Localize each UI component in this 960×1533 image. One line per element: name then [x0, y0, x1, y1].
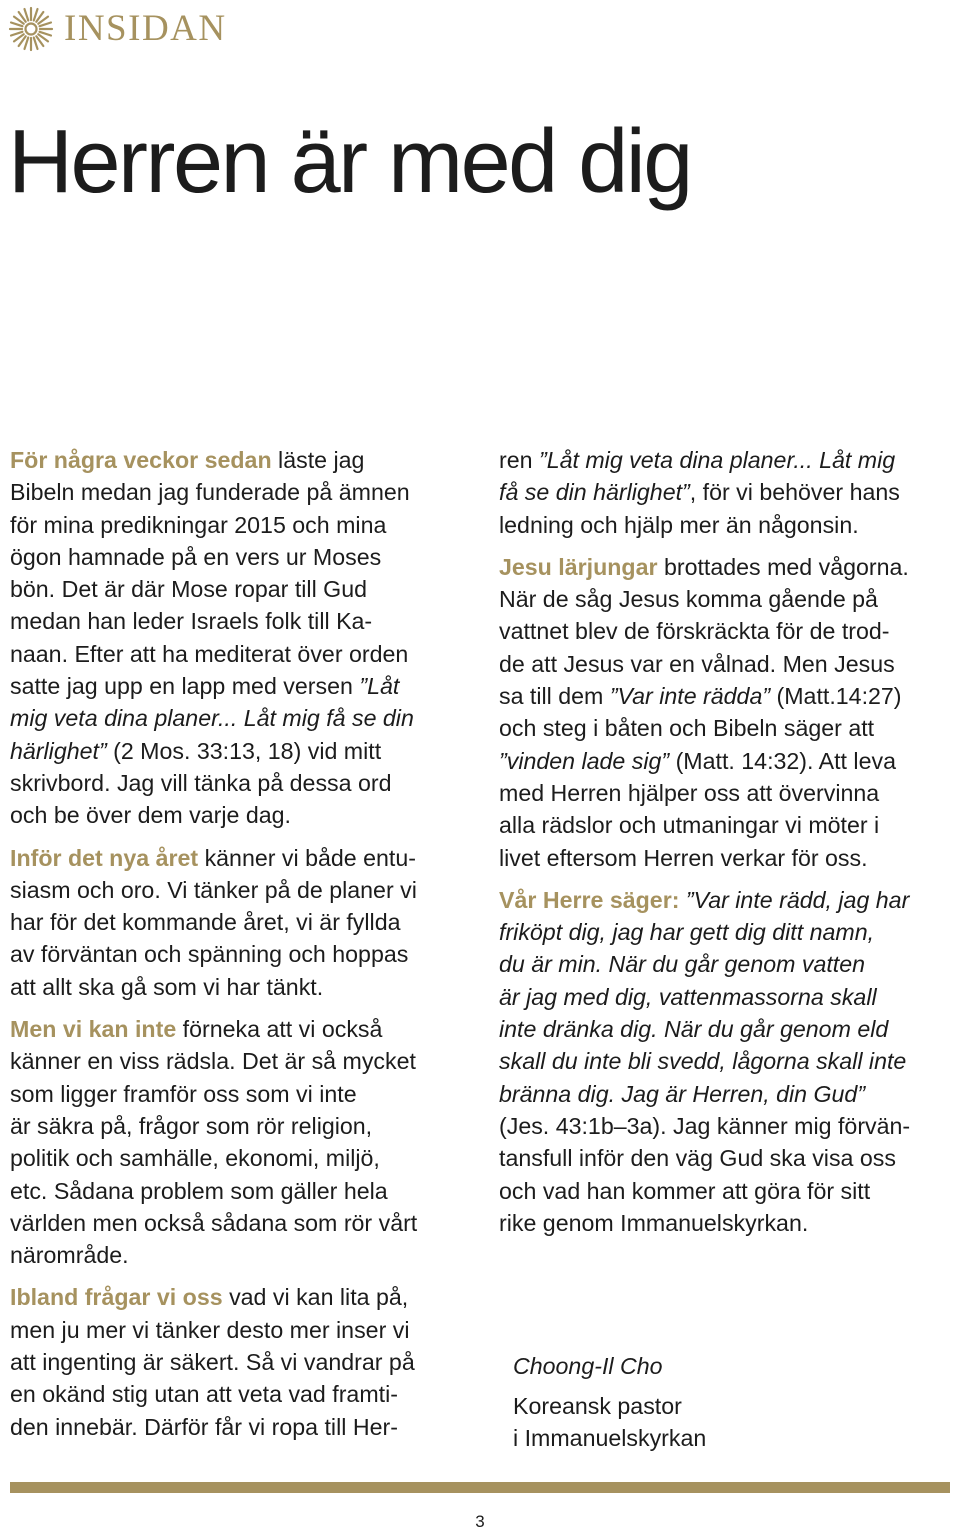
text-line	[499, 509, 954, 541]
body-text: de att Jesus var en vålnad. Men Jesus	[499, 650, 895, 677]
body-text: en okänd stig utan att veta vad framti-	[10, 1381, 398, 1408]
paragraph	[10, 444, 465, 832]
logo-ray	[11, 32, 22, 36]
text-line	[499, 948, 954, 980]
paragraph	[499, 884, 954, 1239]
quote-text: du är min. När du går genom vatten	[499, 951, 866, 978]
text-line	[10, 573, 465, 605]
quote-text: bränna dig. Jag är Herren, din Gud”	[499, 1080, 866, 1107]
body-text: Bibeln medan jag funderade på ämnen	[10, 479, 410, 506]
quote-text: ”Var inte rädda”	[609, 683, 771, 710]
body-text: förneka att vi också	[176, 1016, 383, 1043]
text-line	[10, 476, 465, 508]
body-text: närområde.	[10, 1242, 129, 1269]
page-number: 3	[475, 1512, 485, 1531]
body-text: siasm och oro. Vi tänker på de planer vi	[10, 876, 417, 903]
paragraph	[10, 842, 465, 1003]
text-line	[499, 712, 954, 744]
text-line	[499, 1142, 954, 1174]
body-text: ögon hamnade på en vers ur Moses	[10, 543, 382, 570]
body-text: världen men också sådana som rör vårt	[10, 1209, 418, 1236]
body-text: den innebär. Därför får vi ropa till Her-	[10, 1413, 398, 1440]
text-line	[10, 638, 465, 670]
text-line	[499, 1078, 954, 1110]
text-line	[10, 1239, 465, 1271]
right-column	[499, 444, 954, 1249]
body-text: känner vi både entu-	[198, 844, 416, 871]
text-line	[499, 842, 954, 874]
text-line	[10, 702, 465, 734]
logo-ray	[34, 38, 38, 49]
body-text: (Matt.14:27)	[770, 683, 902, 710]
text-line	[10, 605, 465, 637]
article-title: Herren är med dig	[8, 112, 691, 212]
text-line	[10, 735, 465, 767]
logo-ray	[25, 38, 29, 49]
paragraph-lead-in: Jesu lärjungar	[499, 553, 658, 580]
paragraph-lead-in: Vår Herre säger:	[499, 886, 680, 913]
logo-ray	[34, 9, 38, 20]
text-line	[10, 906, 465, 938]
text-line	[10, 541, 465, 573]
text-line	[499, 916, 954, 948]
footer-rule	[10, 1482, 950, 1493]
body-text: och steg i båten och Bibeln säger att	[499, 715, 875, 742]
author-role: Koreansk pastor	[513, 1393, 682, 1419]
quote-text: ”Var inte rädd, jag har	[679, 886, 910, 913]
text-line	[10, 1110, 465, 1142]
paragraph	[499, 444, 954, 541]
quote-text: skall du inte bli svedd, lågorna skall inte	[499, 1048, 907, 1075]
text-line	[499, 884, 954, 916]
logo-ray	[25, 9, 29, 20]
body-text: och be över dem varje dag.	[10, 802, 291, 829]
text-line	[10, 1346, 465, 1378]
text-line	[10, 971, 465, 1003]
body-text: , för vi behöver hans	[689, 479, 900, 506]
body-text: (Jes. 43:1b–3a). Jag känner mig förvän-	[499, 1112, 911, 1139]
body-text: sa till dem	[499, 683, 610, 710]
text-line	[10, 444, 465, 476]
body-text: och vad han kommer att göra för sitt	[499, 1177, 871, 1204]
body-text: bön. Det är där Mose ropar till Gud	[10, 576, 367, 603]
text-line	[10, 670, 465, 702]
body-text: brottades med vågorna.	[657, 553, 909, 580]
text-line	[499, 1013, 954, 1045]
text-line	[10, 874, 465, 906]
text-line	[499, 1110, 954, 1142]
body-text: alla rädslor och utmaningar vi möter i	[499, 812, 880, 839]
paragraph-lead-in: För några veckor sedan	[10, 447, 272, 473]
quote-text: ”Låt	[359, 673, 400, 700]
text-line	[10, 799, 465, 831]
body-text: medan han leder Israels folk till Ka-	[10, 608, 373, 635]
text-line	[499, 1175, 954, 1207]
body-text: läste jag	[271, 447, 365, 473]
text-line	[10, 509, 465, 541]
text-line	[499, 745, 954, 777]
text-line	[10, 1078, 465, 1110]
paragraph-lead-in: Inför det nya året	[10, 844, 199, 871]
text-line	[499, 551, 954, 583]
body-text: som ligger framför oss som vi inte	[10, 1080, 357, 1107]
text-line	[499, 1045, 954, 1077]
signature	[513, 1350, 706, 1454]
paragraph	[10, 1013, 465, 1271]
text-line	[10, 1013, 465, 1045]
body-text: livet eftersom Herren verkar för oss.	[499, 844, 868, 871]
body-text: (2 Mos. 33:13, 18) vid mitt	[106, 737, 382, 764]
text-line	[10, 1314, 465, 1346]
body-text: har för det kommande året, vi är fyllda	[10, 909, 401, 936]
text-line	[499, 444, 954, 476]
body-text: att allt ska gå som vi har tänkt.	[10, 973, 324, 1000]
text-line	[10, 1175, 465, 1207]
body-text: ledning och hjälp mer än någonsin.	[499, 511, 859, 538]
text-line	[10, 1142, 465, 1174]
text-line	[10, 1411, 465, 1443]
body-text: När de såg Jesus komma gående på	[499, 586, 878, 613]
body-text: skrivbord. Jag vill tänka på dessa ord	[10, 769, 392, 796]
quote-text: friköpt dig, jag har gett dig ditt namn,	[499, 919, 875, 946]
magazine-brand: INSIDAN	[64, 8, 227, 49]
body-text: av förväntan och spänning och hoppas	[10, 941, 409, 968]
body-text: för mina predikningar 2015 och mina	[10, 511, 387, 538]
quote-text: ”Låt mig veta dina planer... Låt mig	[538, 447, 896, 473]
text-line	[499, 1207, 954, 1239]
body-text: politik och samhälle, ekonomi, miljö,	[10, 1145, 380, 1172]
paragraph	[499, 551, 954, 874]
body-text: vattnet blev de förskräckta för de trod-	[499, 618, 890, 645]
text-line	[10, 1207, 465, 1239]
body-text: naan. Efter att ha mediterat över orden	[10, 640, 409, 667]
text-line	[499, 648, 954, 680]
body-text: etc. Sådana problem som gäller hela	[10, 1177, 388, 1204]
sunburst-circle-icon	[8, 6, 54, 52]
body-text: men ju mer vi tänker desto mer inser vi	[10, 1316, 410, 1343]
body-text: känner en viss rädsla. Det är så mycket	[10, 1048, 416, 1075]
quote-text: är jag med dig, vattenmassorna skall	[499, 983, 877, 1010]
body-text: med Herren hjälper oss att övervinna	[499, 779, 880, 806]
text-line	[499, 583, 954, 615]
logo-ray	[40, 23, 51, 27]
quote-text: härlighet”	[10, 737, 107, 764]
text-line	[10, 767, 465, 799]
text-line	[10, 842, 465, 874]
text-line	[10, 1378, 465, 1410]
paragraph	[10, 1281, 465, 1442]
author-church: i Immanuelskyrkan	[513, 1425, 707, 1451]
author-name: Choong-Il Cho	[513, 1353, 663, 1379]
text-line	[499, 615, 954, 647]
logo-ray	[40, 32, 51, 36]
text-line	[10, 1045, 465, 1077]
text-line	[499, 777, 954, 809]
body-text: är säkra på, frågor som rör religion,	[10, 1112, 373, 1139]
text-line	[10, 938, 465, 970]
logo-ray	[11, 23, 22, 27]
body-text: (Matt. 14:32). Att leva	[669, 747, 896, 774]
body-text: satte jag upp en lapp med versen	[10, 673, 360, 700]
text-line	[499, 680, 954, 712]
quote-text: få se din härlighet”	[499, 479, 690, 506]
quote-text: inte dränka dig. När du går genom eld	[499, 1016, 889, 1043]
text-line	[499, 981, 954, 1013]
quote-text: mig veta dina planer... Låt mig få se din	[10, 705, 414, 732]
body-text: att ingenting är säkert. Så vi vandrar på	[10, 1349, 415, 1376]
paragraph-lead-in: Ibland frågar vi oss	[10, 1284, 223, 1311]
body-text: ren	[499, 447, 539, 473]
text-line	[10, 1281, 465, 1313]
text-line	[499, 476, 954, 508]
paragraph-lead-in: Men vi kan inte	[10, 1016, 177, 1043]
left-column	[10, 444, 465, 1453]
body-text: rike genom Immanuelskyrkan.	[499, 1209, 809, 1236]
magazine-header	[8, 6, 227, 52]
body-text: vad vi kan lita på,	[222, 1284, 409, 1311]
body-text: tansfull inför den väg Gud ska visa oss	[499, 1145, 896, 1172]
quote-text: ”vinden lade sig”	[499, 747, 670, 774]
text-line	[499, 809, 954, 841]
